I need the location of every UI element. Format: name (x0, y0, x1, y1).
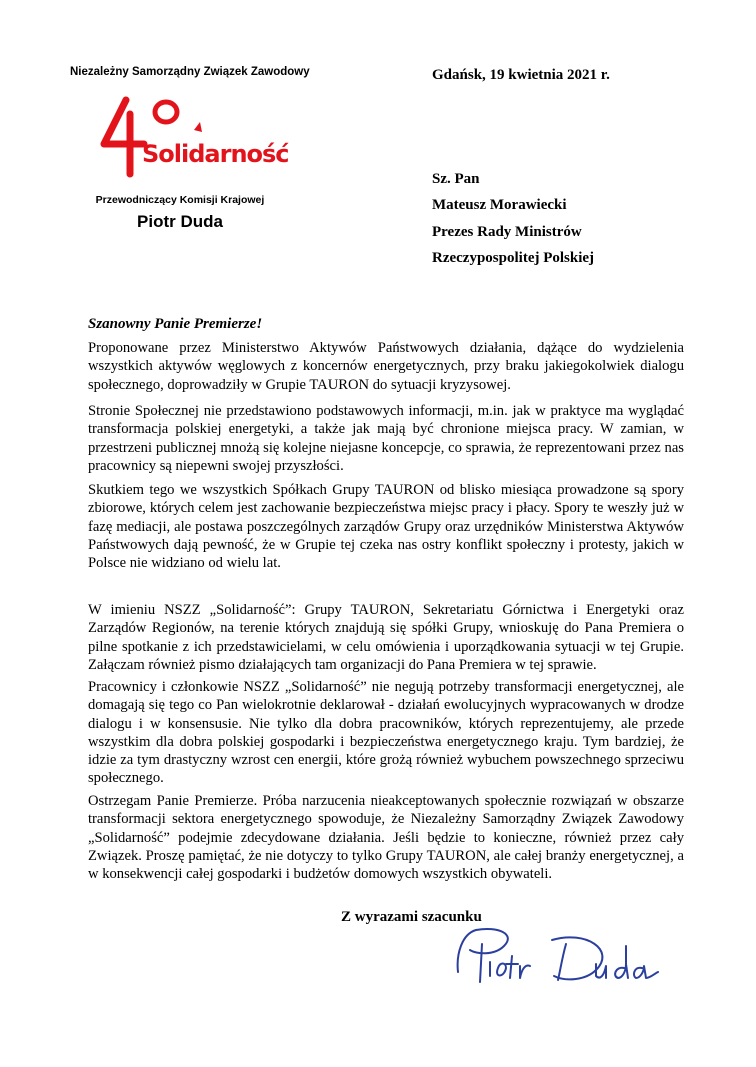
chair-name: Piotr Duda (137, 212, 223, 231)
addressee-line: Mateusz Morawiecki (432, 197, 567, 214)
handwritten-signature (446, 924, 666, 988)
addressee-block (432, 166, 594, 271)
addressee-line: Sz. Pan (432, 171, 480, 187)
salutation: Szanowny Panie Premierze! (88, 316, 263, 332)
svg-text:Solidarność: Solidarność (142, 140, 289, 168)
body-paragraph: Skutkiem tego we wszystkich Spółkach Grupy TAURON od blisko miesiąca prowadzone są spory zbiorowe, których celem jest zachowanie bezpieczeństwa miejsc pracy i płacy. Spory te weszły już w fazę mediacji, ale postawa poszczególnych zarządów Grupy oraz urzędników Ministerstwa Aktywów Państwowych dają pewność, że w Grupie tej czeka nas ostry konflikt społeczny i protesty, jakich w Polsce nie widziano od wielu lat. (88, 482, 684, 572)
addressee-line: Rzeczypospolitej Polskiej (432, 249, 595, 266)
body-paragraph: Proponowane przez Ministerstwo Aktywów Państwowych działania, dążące do wydzielenia wszystkich aktywów węglowych z koncernów energetycznych, przy braku jakiegokolwiek dialogu społecznego, doprowadziły w Grupie TAURON do sytuacji kryzysowej. (88, 340, 684, 393)
body-paragraph: Pracownicy i członkowie NSZZ „Solidarność” nie negują potrzeby transformacji energetycznej, ale domagają się tego co Pan wielokrotnie deklarował - działań ewolucyjnych wypracowanych w drodze dialogu i w konsensusie. Nie tylko dla dobra pracowników, których reprezentujemy, ale przede wszystkim dla dobra polskiej gospodarki i bezpieczeństwa energetycznego kraju. Tym bardziej, że idzie za tym drastyczny wzrost cen energii, które grożą również wybuchem powszechnego sprzeciwu społecznego. (88, 679, 684, 787)
body-paragraph: Stronie Społecznej nie przedstawiono podstawowych informacji, m.in. jak w praktyce ma wyglądać transformacja polskiej energetyki, a także jak mają być chronione miejsca pracy. W zamian, w przestrzeni publicznej mnożą się kolejne niejasne koncepcje, co sprawia, że reprezentowani przez nas pracownicy są niepewni swojej przyszłości. (88, 403, 684, 474)
body-paragraph: W imieniu NSZZ „Solidarność”: Grupy TAURON, Sekretariatu Górnictwa i Energetyki oraz Zarządów Regionów, na terenie których znajdują się spółki Grupy, wnioskuję do Pana Premiera o pilne spotkanie z ich przedstawicielami, w celu omówienia i uporządkowania sytuacji w tej Grupie. Załączam również pismo działających tam organizacji do Pana Premiera w tej sprawie. (88, 602, 684, 673)
chair-title: Przewodniczący Komisji Krajowej (95, 194, 265, 206)
organization-name: Niezależny Samorządny Związek Zawodowy (70, 66, 310, 78)
addressee-line: Prezes Rady Ministrów (432, 223, 582, 240)
body-paragraph: Ostrzegam Panie Premierze. Próba narzucenia nieakceptowanych społecznie rozwiązań w obszarze transformacji sektora energetycznego spowoduje, że Niezależny Samorządny Związek Zawodowy „Solidarność” podejmie zdecydowane działania. Jeśli będzie to konieczne, również przez cały Związek. Proszę pamiętać, że nie dotyczy to tylko Grupy TAURON, ale całej branży energetycznej, a w konsekwencji całej gospodarki i budżetów domowych wszystkich obywateli. (88, 793, 684, 883)
place-date: Gdańsk, 19 kwietnia 2021 r. (432, 67, 610, 83)
solidarnosc-logo (98, 92, 289, 182)
closing-phrase: Z wyrazami szacunku (341, 909, 482, 925)
